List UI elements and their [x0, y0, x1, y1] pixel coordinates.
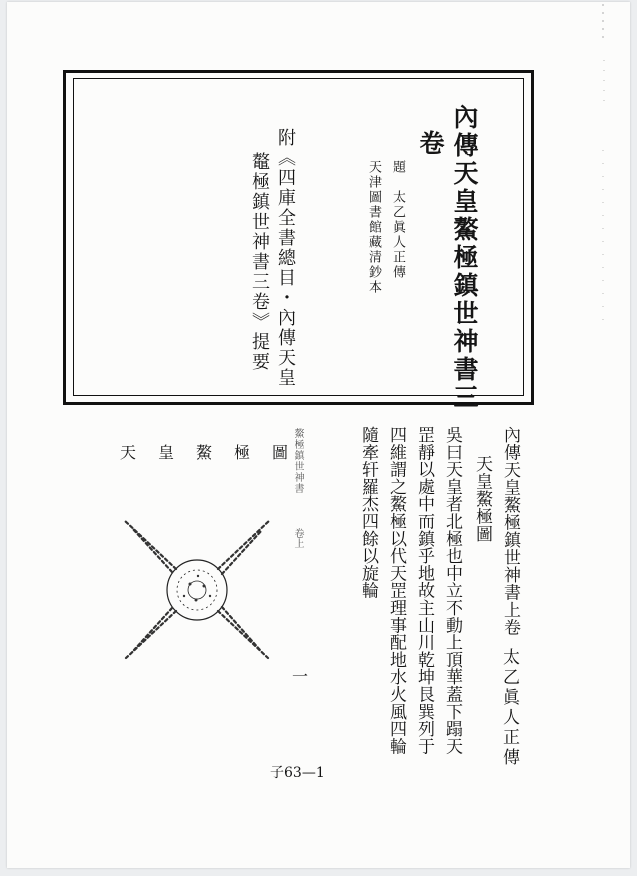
body-line: 四維謂之鰲極以代天罡理事配地水火風四輪 — [386, 426, 406, 755]
margin-volume: 卷上 — [292, 528, 303, 548]
library-line: 天津圖書館藏清鈔本 — [366, 160, 381, 295]
aoji-cross-diagram — [112, 508, 282, 668]
book-title-continued: 卷 — [416, 130, 445, 155]
margin-book-title: 鰲極鎮世神書 — [292, 428, 303, 494]
scan-edge-marks — [595, 0, 615, 330]
margin-page-number: 一 — [292, 667, 309, 686]
body-line: 罡靜以處中而鎮乎地故主山川乾坤艮巽列于 — [414, 426, 434, 755]
appendix-line-1: 附《四庫全書總目・內傳天皇 — [275, 128, 296, 388]
author-line: 題 太乙眞人正傳 — [390, 160, 405, 280]
chapter-heading: 內傳天皇鰲極鎮世神書上卷 — [500, 426, 520, 636]
body-line: 隨牽轩羅杰四餘以旋輪 — [358, 426, 378, 599]
section-subheading: 天皇鰲極圖 — [472, 455, 492, 543]
appendix-line-2: 鼇極鎮世神書三卷》提要 — [249, 152, 270, 372]
diagram-title: 天皇鰲極圖 — [120, 443, 311, 462]
page-code: 子63—1 — [270, 765, 325, 781]
body-line: 吳曰天皇者北極也中立不動上頂華蓋下蹋天 — [442, 426, 462, 755]
book-title: 內傳天皇鰲極鎮世神書三 — [450, 104, 479, 412]
chapter-author: 太乙眞人正傳 — [499, 648, 519, 768]
